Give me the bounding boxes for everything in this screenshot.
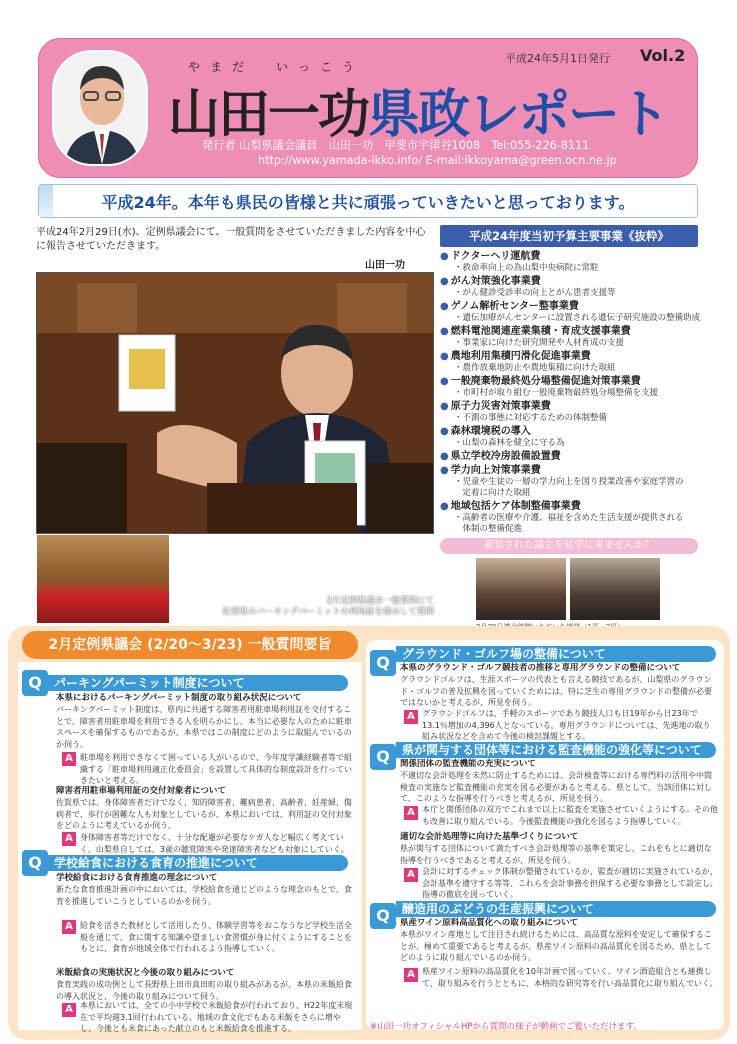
budget-item-head: ● がん対策強化事業費 — [440, 275, 702, 288]
title-name: 山田一功 — [168, 84, 369, 145]
report-title — [168, 72, 668, 147]
budget-item-head: ● 一般廃棄物最終処分場整備促進対策事業費 — [440, 375, 702, 388]
question-body: パーキングパーミット制度は、県内に共通する障害者用駐車場利用証を交付することで、障害者用駐車場を利用できる人を明らかにし、本当に必要な人のために駐車スペースを確保するものであるが、本県ではこの制度にどのように取組んでいるのか伺う。 — [56, 705, 352, 749]
budget-item-desc: ・山梨の森林を健全に守る為 — [454, 438, 565, 448]
budget-item-desc: ・救命率向上の為山梨中央病院に常駐 — [454, 263, 599, 273]
question-title: 県が関与する団体等における監査機能の強化等について — [396, 742, 716, 758]
question-title: グラウンド・ゴルフ場の整備について — [396, 646, 716, 662]
answer-body: 本庁と関係団体の双方でこれまで以上に監査を実施させていくようにする。その他も改善に取り組んでいる。今後監査機能の強化を図るよう指導していく。 — [422, 805, 718, 826]
budget-item-head: ● 農地利用集積円滑化促進事業費 — [440, 350, 702, 363]
answer-body: 会計に対するチェック体制が整備されているか、監査が適切に実施されているか、会計基準を遵守する等等、これらを会計事務を担保する必要な事務として設定し、指導の徹底を図っていく。 — [422, 867, 718, 899]
question-sub: 適切な会計処理等に向けた基準づくりについて — [400, 832, 579, 842]
visit-photo-group1 — [476, 558, 566, 620]
question-body: 食育実践の成功例として長野県上田市真田町の取り組みがあるが、本県の米飯給食の導入状況と、今後の取り組みについて伺う。 — [56, 980, 352, 1001]
budget-item — [440, 350, 702, 374]
title-rest: 県政レポート — [368, 84, 669, 145]
publisher-line: 発行者 山梨県議会議員 山田一功 甲斐市宇津谷1008 Tel:055-226-8111 — [202, 139, 590, 152]
a-badge: A — [62, 752, 76, 766]
budget-item-head: ● 森林環境税の導入 — [440, 425, 702, 438]
question-sub: 県産ワイン原料高品質化への取り組みについて — [400, 918, 579, 928]
question-sub: 関係団体の監査機能の充実について — [400, 759, 536, 769]
answer-body: 県産ワイン原料の高品質化を10年計画で図っていく。ワイン酒造組合とも連携して、取り組みを行うとともに、本格的な研究等を行い高品質化に取り組んでいく。 — [422, 967, 718, 988]
budget-item-head: ● 燃料電池関連産業集積・育成支援事業費 — [440, 325, 702, 338]
footer-note: ※山田一功オフィシャルHPから質問の様子が動画でご覧いただけます。 — [370, 1022, 642, 1032]
budget-item — [440, 464, 702, 499]
question-body: 不適切な会計処理を未然に防止するためには、会計検査等における専門料の活用や中間検査の実施など監査機能の充実を図る必要があると考える。県として、当該団体に対して、このような指導を行うべきと考えるが、所見を伺う。 — [400, 771, 712, 803]
budget-item-head: ● ドクターヘリ運航費 — [440, 250, 702, 263]
budget-item — [440, 375, 702, 399]
budget-item-desc: ・事業家に向けた研究開発や人材育成の支援 — [454, 338, 625, 348]
a-badge: A — [404, 806, 418, 820]
visit-photo-group2 — [570, 558, 660, 620]
portrait-photo — [52, 50, 148, 166]
question-body: 本県がワイン産地として注目され続けるためには、高品質な原料を安定して確保することが、極めて重要であると考えるが、県産ワイン原料の高品質化を図るため、県としてどのように取り組んでいるのか伺う。 — [400, 930, 712, 962]
budget-item-desc: ・不測の事態に対応するための体制整備 — [454, 413, 608, 423]
question-sub: 米飯給食の実施状況と今後の取り組みについて — [56, 968, 235, 978]
budget-item — [440, 450, 702, 463]
name-ruby: やまだ いっこう — [188, 60, 365, 74]
answer-body: 駐車場を利用できなくて困っている人がいるので、今年度学識経験者等で組織する「駐車場利用適正化委員会」を設置して具体的な制度設計を行っていきたいと考える。 — [80, 753, 352, 785]
budget-item-desc: ・がん健診受診率の向上とがん患者支援等 — [454, 288, 616, 298]
q-badge: Q — [22, 850, 48, 876]
intro-text: 平成24年2月29日(水)、定例県議会にて、一般質問をさせていただきました内容を中心に報告させていただきます。 — [36, 227, 426, 252]
budget-item-head: ● 地域包括ケア体制整備事業費 — [440, 500, 702, 513]
q-badge: Q — [370, 744, 396, 770]
headline-banner — [38, 184, 698, 218]
budget-item-head: ● 県立学校冷房設備設置費 — [440, 450, 702, 463]
section-title: 2月定例県議会 (2/20〜3/23) 一般質問要旨 — [22, 631, 358, 659]
budget-item-head: ● 学力向上対策事業費 — [440, 464, 702, 477]
a-badge: A — [404, 868, 418, 882]
q-badge: Q — [370, 650, 396, 676]
budget-item — [440, 425, 702, 449]
answer-body: 給食を活きた教材として活用したり、体験学習等をおこなうなど学校生活全般を通じて、食に関する知識や望ましい食習慣が身に付くようにすることをもとに、食育が地域全体で行われるよう指導していく。 — [80, 921, 352, 953]
chamber-photo — [36, 534, 170, 624]
budget-item-head: ● ゲノム解析センター整事業費 — [440, 300, 702, 313]
assembly-photo — [36, 272, 434, 534]
budget-item — [440, 275, 702, 299]
question-title: 醸造用のぶどうの生産振興について — [396, 901, 716, 917]
question-sub: 本県におけるパーキングパーミット制度の取り組み状況について — [56, 693, 302, 703]
a-badge: A — [404, 710, 418, 724]
question-title: パーキングパーミット制度について — [48, 675, 348, 691]
budget-item — [440, 500, 702, 535]
budget-title: 平成24年度当初予算主要事業《抜粋》 — [440, 225, 698, 247]
budget-item-desc: ・市町村が取り組む一般廃棄物最終処分場整備を支援 — [454, 388, 659, 398]
budget-item-desc: ・農作放棄地防止や農地集積に向けた取組 — [454, 363, 616, 373]
answer-body: 身体障害者等だけでなく、十分な配慮が必要なケガ人など幅広く考えていく。山梨県自しては、3歳の聴覚障害や発達障害者なども対象にしていく。 — [80, 833, 349, 854]
photo-caption — [218, 596, 434, 618]
a-badge: A — [62, 920, 76, 934]
budget-item — [440, 250, 702, 274]
a-badge: A — [62, 1003, 76, 1017]
answer-body: 本県においては、全ての小中学校で米飯給食が行われており、H22年度末現在で平均週3.1回行われている。地域の食文化でもある米飯をさらに増やし、今後とも米食にあった献立のもと米飯給食を推進する。 — [80, 1001, 353, 1033]
budget-item-desc: 定着に向けた取組 — [454, 488, 531, 498]
photo-caption-line1: 2月定例県議会一般質問にて — [326, 596, 434, 606]
a-badge: A — [62, 832, 76, 846]
budget-item-desc: ・遺伝加療がんセンターに設置される遺伝子研究施設の整備助成 — [454, 313, 701, 323]
volume-number: Vol.2 — [640, 46, 686, 65]
question-sub: 本県のグラウンド・ゴルフ競技者の推移と専用グラウンドの整備について — [400, 663, 681, 673]
a-badge: A — [404, 968, 418, 982]
headline-text: 平成24年。本年も県民の皆様と共に頑張っていきたいと思っております。 — [101, 192, 635, 212]
question-body: 新たな食育推進計画の中においては、学校給食を通じどのような理念のもとで、食育を推進していこうとしているのかを伺う。 — [56, 885, 352, 906]
answer-body: グラウンドゴルフは、手軽のスポーツであり競技人口も日19年から日23年で13.1％増加の4,396人となっている。専用グラウンドについては、先進地の取り組み状況などを含めて今後の検討課題とする。 — [422, 709, 711, 741]
budget-item — [440, 300, 702, 324]
q-badge: Q — [370, 903, 396, 929]
question-body: 佐賀県では、身体障害者だけでなく、知的障害者、難病患者、高齢者、妊産婦、傷病者で、歩行が困難な人も対象としているが、本県においては、利用証の交付対象をどのように考えているか伺う。 — [56, 798, 352, 830]
photo-caption-line2: 佐賀県のパーキングパーミットの利用証を提示して質問 — [222, 607, 434, 617]
visit-title: 新装された議会を見学に来ませんか？ — [440, 538, 698, 554]
budget-item-desc: 体制の整備促進 — [454, 524, 523, 534]
question-body: グラウンドゴルフは、生涯スポーツの代表とも言える競技であるが、山梨県のグラウンド・ゴルフの普及拡興を図っていくためには、特に芝生の専用グラウンドの整備が必要ではないかと考えるが、所見を伺う。 — [400, 675, 712, 707]
budget-item — [440, 400, 702, 424]
question-sub: 障害者用駐車場利用証の交付対象者について — [56, 786, 226, 796]
budget-item-desc: ・高齢者の医療や介護、福祉を含めた生活支援が提供される — [454, 513, 684, 523]
question-title: 学校給食における食育の推進について — [48, 855, 348, 871]
budget-item-head: ● 原子力災害対策事業費 — [440, 400, 702, 413]
question-body: 県が関与する団体について満たすべき会計処理等の基準を策定し、これをもとに適切な指導を行うべきであると考えるが、所見を伺う。 — [400, 844, 712, 865]
budget-item-desc: ・児童や生徒の一層の学力向上を図り授業改善や家庭学習の — [454, 477, 684, 487]
issue-date: 平成24年5月1日発行 — [505, 52, 610, 65]
signature: 山田一功 — [365, 260, 405, 271]
budget-item — [440, 325, 702, 349]
web-line: http://www.yamada-ikko.info/ E-mail:ikkoyama@green.ocn.ne.jp — [258, 154, 617, 167]
q-badge: Q — [22, 670, 48, 696]
budget-list — [440, 250, 702, 536]
question-sub: 学校給食における食育推進の理念について — [56, 873, 218, 883]
